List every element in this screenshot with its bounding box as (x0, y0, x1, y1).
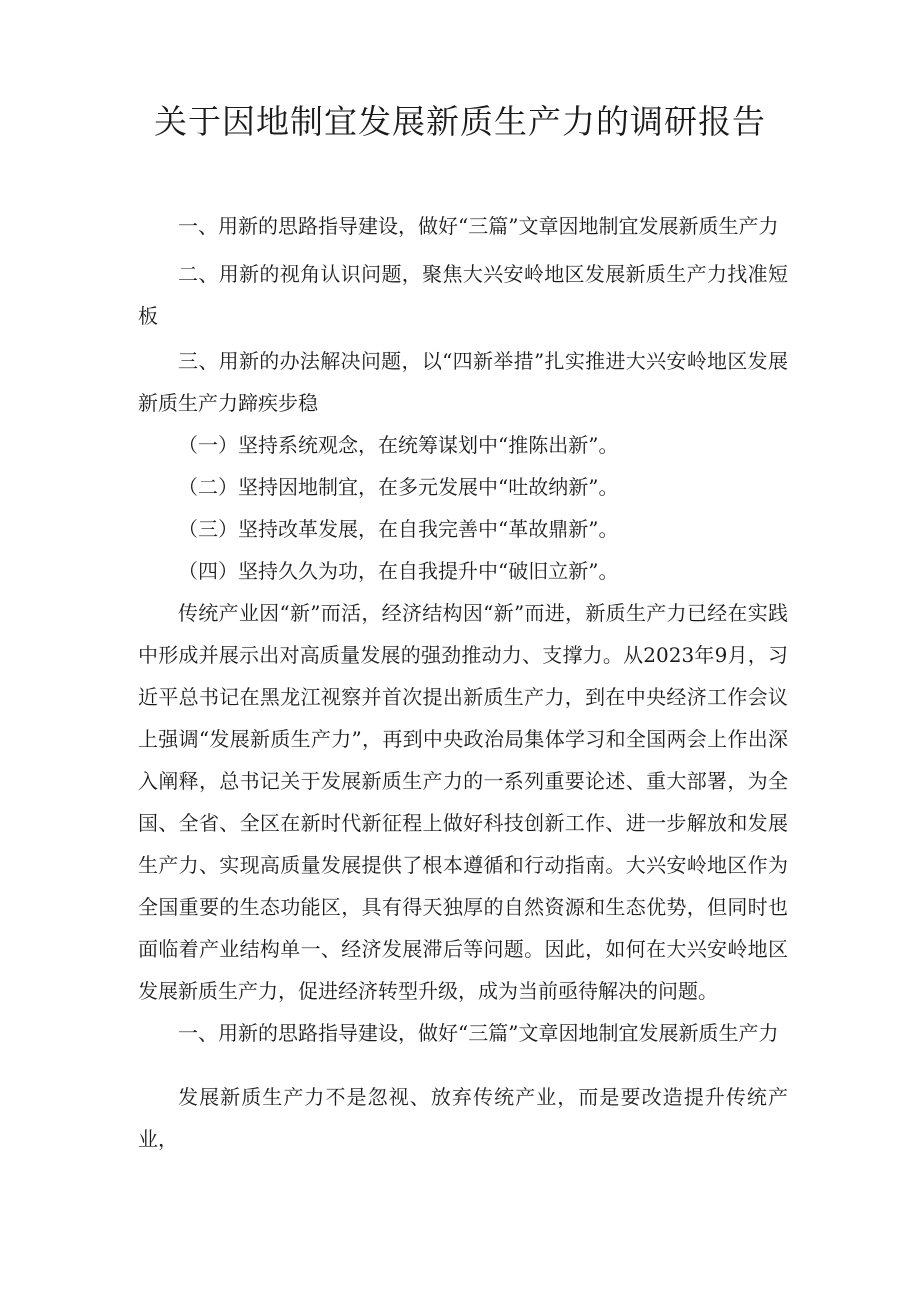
document-title: 关于因地制宜发展新质生产力的调研报告 (154, 102, 766, 141)
sub-item-2: （二）坚持因地制宜，在多元发展中“吐故纳新”。 (178, 475, 619, 499)
sub-item-1: （一）坚持系统观念，在统筹谋划中“推陈出新”。 (178, 433, 619, 457)
outline-item-1: 一、用新的思路指导建设，做好“三篇”文章因地制宜发展新质生产力 (178, 214, 779, 238)
sub-item-4: （四）坚持久久为功，在自我提升中“破旧立新”。 (178, 559, 619, 583)
outline-item-2: 二、用新的视角认识问题，聚焦大兴安岭地区发展新质生产力找准短板 (138, 262, 788, 328)
section-heading: 一、用新的思路指导建设，做好“三篇”文章因地制宜发展新质生产力 (178, 1021, 779, 1045)
document-body (138, 205, 788, 1160)
intro-paragraph: 传统产业因“新”而活，经济结构因“新”而进，新质生产力已经在实践中形成并展示出对高质量发展的强劲推动力、支撑力。从2023年9月，习近平总书记在黑龙江视察并首次提出新质生产力，到在中央经济工作会议上强调“发展新质生产力”，再到中央政治局集体学习和全国两会上作出深入阐释，总书记关于发展新质生产力的一系列重要论述、重大部署，为全国、全省、全区在新时代新征程上做好科技创新工作、进一步解放和发展生产力、实现高质量发展提供了根本遵循和行动指南。大兴安岭地区作为全国重要的生态功能区，具有得天独厚的自然资源和生态优势，但同时也面临着产业结构单一、经济发展滞后等问题。因此，如何在大兴安岭地区发展新质生产力，促进经济转型升级，成为当前亟待解决的问题。 (138, 601, 788, 1003)
sub-item-3: （三）坚持改革发展，在自我完善中“革故鼎新”。 (178, 517, 619, 541)
section-paragraph: 发展新质生产力不是忽视、放弃传统产业，而是要改造提升传统产业， (138, 1085, 788, 1151)
outline-item-3: 三、用新的办法解决问题，以“四新举措”扎实推进大兴安岭地区发展新质生产力蹄疾步稳 (138, 349, 788, 415)
